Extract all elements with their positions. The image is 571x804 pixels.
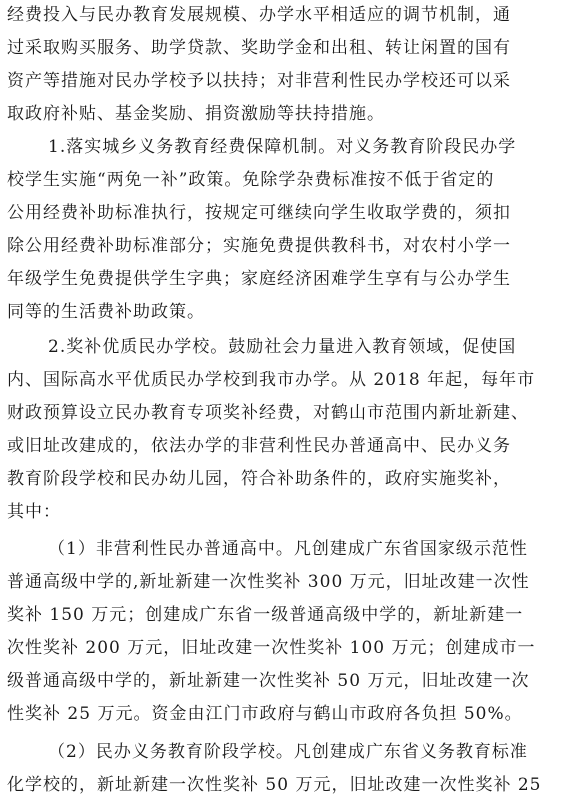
text-line: 年级学生免费提供学生字典；家庭经济困难学生享有与公办学生 [7,269,511,289]
text-line: 财政预算设立民办教育专项奖补经费，对鹤山市范围内新址新建、 [7,403,529,423]
text-line: 校学生实施“两免一补”政策。免除学杂费标准按不低于省定的 [7,170,495,190]
text-line: 同等的生活费补助政策。 [7,302,205,322]
text-line: 其中： [7,502,61,522]
text-line: 取政府补贴、基金奖励、捐资激励等扶持措施。 [7,104,385,124]
text-line: 性奖补 25 万元。资金由江门市政府与鹤山市政府各负担 50%。 [7,704,523,724]
text-line: （2）民办义务教育阶段学校。凡创建成广东省义务教育标准 [48,742,528,762]
text-line: 或旧址改建成的，依法办学的非营利性民办普通高中、民办义务 [7,436,511,456]
text-line: 2.奖补优质民办学校。鼓励社会力量进入教育领域，促使国 [48,337,517,357]
text-line: （1）非营利性民办普通高中。凡创建成广东省国家级示范性 [48,539,528,559]
text-line: 除公用经费补助标准部分；实施免费提供教科书，对农村小学一 [7,236,511,256]
text-line: 公用经费补助标准执行，按规定可继续向学生收取学费的，须扣 [7,203,511,223]
text-line: 内、国际高水平优质民办学校到我市办学。从 2018 年起，每年市 [7,370,536,390]
text-line: 化学校的，新址新建一次性奖补 50 万元，旧址改建一次性奖补 25 [7,775,542,795]
text-line: 普通高级中学的,新址新建一次性奖补 300 万元，旧址改建一次性 [7,572,530,592]
text-line: 教育阶段学校和民办幼儿园，符合补助条件的，政府实施奖补， [7,469,511,489]
text-line: 级普通高级中学的，新址新建一次性奖补 50 万元，旧址改建一次 [7,671,530,691]
text-line: 奖补 150 万元；创建成广东省一级普通高级中学的，新址新建一 [7,605,524,625]
text-line: 经费投入与民办教育发展规模、办学水平相适应的调节机制，通 [7,5,511,25]
text-line: 1.落实城乡义务教育经费保障机制。对义务教育阶段民办学 [48,137,517,157]
text-line: 次性奖补 200 万元，旧址改建一次性奖补 100 万元；创建成市一 [7,638,536,658]
text-line: 资产等措施对民办学校予以扶持；对非营利性民办学校还可以采 [7,71,511,91]
text-line: 过采取购买服务、助学贷款、奖助学金和出租、转让闲置的国有 [7,38,511,58]
